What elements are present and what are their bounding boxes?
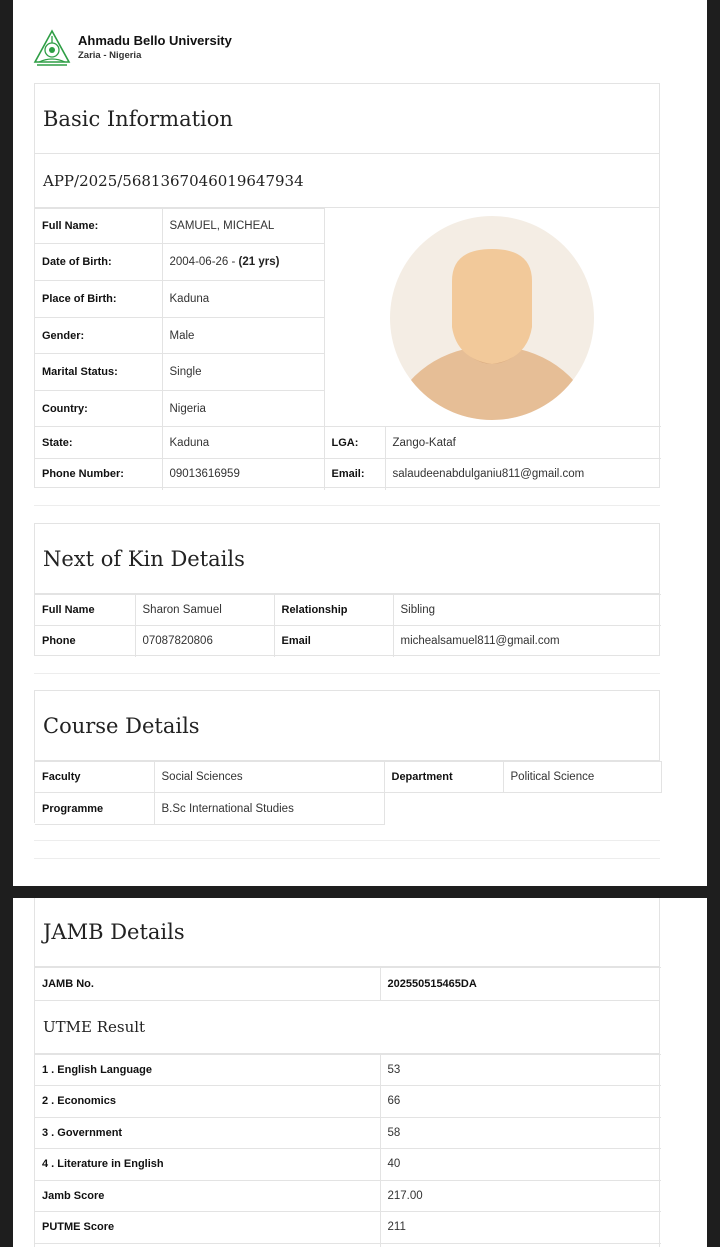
- divider: [34, 505, 660, 506]
- empty-cell: [384, 793, 661, 825]
- photo-cell: [324, 209, 661, 427]
- marital-status-label: Marital Status:: [35, 354, 162, 391]
- gender-label: Gender:: [35, 318, 162, 354]
- subject-score: 58: [380, 1117, 661, 1148]
- marital-status-value: Single: [162, 354, 324, 391]
- dob-date: 2004-06-26 -: [169, 256, 239, 268]
- university-crest-icon: [33, 29, 71, 67]
- divider: [34, 858, 660, 859]
- page-two: [13, 898, 707, 1247]
- subject-score: 66: [380, 1085, 661, 1117]
- university-name: Ahmadu Bello University: [78, 33, 232, 48]
- phone-value: 09013616959: [162, 459, 324, 490]
- state-value: Kaduna: [162, 427, 324, 459]
- next-of-kin-title: Next of Kin Details: [35, 524, 659, 594]
- nok-email-value: michealsamuel811@gmail.com: [393, 626, 661, 657]
- nok-phone-label: Phone: [35, 626, 135, 657]
- full-name-label: Full Name:: [35, 209, 162, 244]
- table-row: [380, 1243, 661, 1247]
- nok-relationship-label: Relationship: [274, 595, 393, 626]
- subject-label: 1 . English Language: [35, 1054, 380, 1085]
- jamb-no-label: JAMB No.: [35, 968, 380, 1000]
- country-label: Country:: [35, 391, 162, 427]
- dob-value: [162, 244, 324, 281]
- state-label: State:: [35, 427, 162, 459]
- programme-label: Programme: [35, 793, 154, 825]
- dob-age: (21 yrs): [238, 256, 280, 268]
- course-details-table: [35, 761, 662, 825]
- course-details-section: [34, 690, 660, 823]
- nok-phone-value: 07087820806: [135, 626, 274, 657]
- lga-value: Zango-Kataf: [385, 427, 661, 459]
- university-location: Zaria - Nigeria: [78, 50, 142, 61]
- gender-value: Male: [162, 318, 324, 354]
- pob-label: Place of Birth:: [35, 281, 162, 318]
- subject-score: 53: [380, 1054, 661, 1085]
- utme-result-table: [35, 1054, 661, 1247]
- divider: [34, 673, 660, 674]
- jamb-no-value: 202550515465DA: [380, 968, 661, 1000]
- dob-label: Date of Birth:: [35, 244, 162, 281]
- subject-label: 2 . Economics: [35, 1085, 380, 1117]
- phone-label: Phone Number:: [35, 459, 162, 490]
- faculty-label: Faculty: [35, 762, 154, 793]
- department-value: Political Science: [503, 762, 661, 793]
- utme-result-title: UTME Result: [35, 1000, 659, 1054]
- jamb-score-value: 217.00: [380, 1180, 661, 1211]
- course-details-title: Course Details: [35, 691, 660, 761]
- nok-full-name-label: Full Name: [35, 595, 135, 626]
- subject-score: 40: [380, 1148, 661, 1180]
- lga-label: LGA:: [324, 427, 385, 459]
- application-number: APP/2025/5681367046019647934: [35, 154, 659, 208]
- pob-value: Kaduna: [162, 281, 324, 318]
- email-value: salaudeenabdulganiu811@gmail.com: [385, 459, 661, 490]
- faculty-value: Social Sciences: [154, 762, 384, 793]
- jamb-details-section: [34, 898, 660, 1247]
- subject-label: 4 . Literature in English: [35, 1148, 380, 1180]
- nok-relationship-value: Sibling: [393, 595, 661, 626]
- putme-score-value: 211: [380, 1211, 661, 1243]
- jamb-score-label: Jamb Score: [35, 1180, 380, 1211]
- basic-information-section: [34, 83, 660, 488]
- programme-value: B.Sc International Studies: [154, 793, 384, 825]
- next-of-kin-section: [34, 523, 660, 656]
- default-user-avatar-icon: [325, 209, 661, 426]
- email-label: Email:: [324, 459, 385, 490]
- next-of-kin-table: [35, 594, 661, 657]
- basic-information-title: Basic Information: [35, 84, 659, 154]
- jamb-number-table: [35, 967, 661, 1000]
- basic-info-table: [35, 208, 661, 490]
- divider: [34, 840, 660, 841]
- country-value: Nigeria: [162, 391, 324, 427]
- putme-score-label: PUTME Score: [35, 1211, 380, 1243]
- page-one: [13, 0, 707, 886]
- nok-email-label: Email: [274, 626, 393, 657]
- department-label: Department: [384, 762, 503, 793]
- page-header: [33, 28, 232, 68]
- jamb-details-title: JAMB Details: [35, 898, 659, 967]
- nok-full-name-value: Sharon Samuel: [135, 595, 274, 626]
- subject-label: 3 . Government: [35, 1117, 380, 1148]
- full-name-value: SAMUEL, MICHEAL: [162, 209, 324, 244]
- table-row: [35, 1243, 380, 1247]
